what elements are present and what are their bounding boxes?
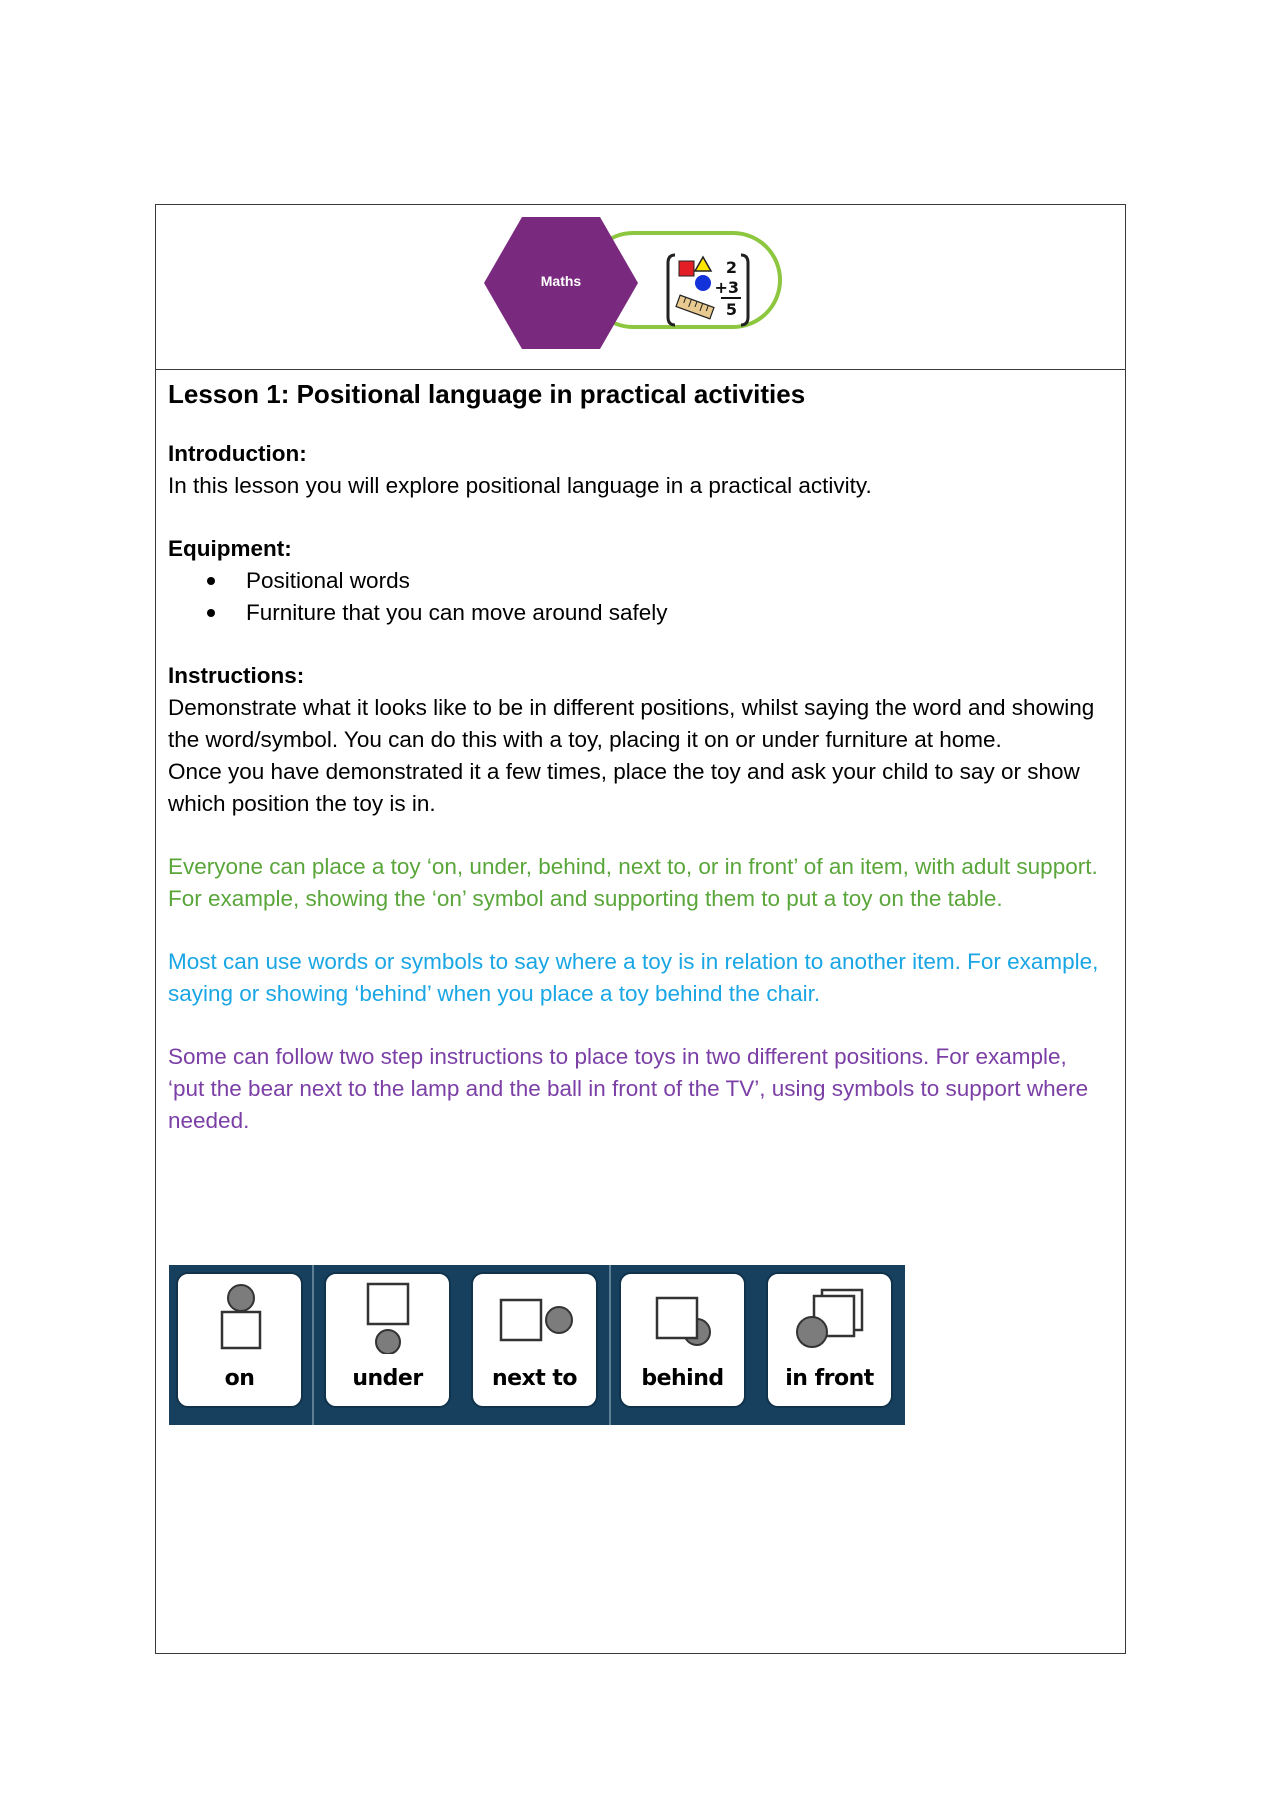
lesson-title: Lesson 1: Positional language in practical activities bbox=[168, 379, 806, 409]
lesson-frame bbox=[155, 204, 1126, 1654]
symbol-label: next to bbox=[491, 1366, 578, 1391]
symbol-card-in-front bbox=[766, 1272, 893, 1408]
subject-label: Maths bbox=[540, 273, 582, 289]
symbol-label: under bbox=[352, 1366, 423, 1391]
symbol-card-under bbox=[324, 1272, 451, 1408]
some-can-text: Some can follow two step instructions to place toys in two different positions. For example, ‘put the bear next to the lamp and the ball in front of the TV’, using symbols to support where needed. bbox=[168, 1044, 1089, 1133]
equipment-item: Positional words bbox=[168, 565, 1108, 597]
maths-symbol-icon bbox=[665, 249, 751, 331]
strip-divider bbox=[312, 1265, 314, 1425]
subject-badge bbox=[484, 217, 794, 349]
introduction-heading: Introduction: bbox=[168, 441, 307, 466]
everyone-can-text: Everyone can place a toy ‘on, under, behind, next to, or in front’ of an item, with adult support. For example, showing the ‘on’ symbol and supporting them to put a toy on the table. bbox=[168, 854, 1098, 911]
lesson-content bbox=[168, 370, 1108, 1137]
symbol-card-next-to bbox=[471, 1272, 598, 1408]
header-cell bbox=[156, 205, 1125, 370]
introduction-text: In this lesson you will explore positional language in a practical activity. bbox=[168, 473, 872, 498]
symbol-card-behind bbox=[619, 1272, 746, 1408]
on-symbol-icon bbox=[178, 1274, 301, 1354]
instructions-heading: Instructions: bbox=[168, 663, 305, 688]
most-can-text: Most can use words or symbols to say where a toy is in relation to another item. For example, saying or showing ‘behind’ when you place a toy behind the chair. bbox=[168, 949, 1099, 1006]
behind-symbol-icon bbox=[621, 1274, 744, 1354]
symbol-label: on bbox=[224, 1366, 255, 1391]
symbol-card-on bbox=[176, 1272, 303, 1408]
icon-addend-top: 2 bbox=[725, 258, 737, 277]
instructions-paragraph: Demonstrate what it looks like to be in different positions, whilst saying the word and showing the word/symbol. You can do this with a toy, placing it on or under furniture at home. bbox=[168, 695, 1095, 752]
next-to-symbol-icon bbox=[473, 1274, 596, 1354]
icon-addend-bottom: +3 bbox=[714, 278, 739, 297]
symbol-label: behind bbox=[641, 1366, 724, 1391]
strip-divider bbox=[609, 1265, 611, 1425]
in-front-symbol-icon bbox=[768, 1274, 891, 1354]
under-symbol-icon bbox=[326, 1274, 449, 1354]
positional-symbols-strip bbox=[169, 1265, 905, 1425]
symbol-label: in front bbox=[785, 1366, 874, 1391]
equipment-heading: Equipment: bbox=[168, 536, 292, 561]
instructions-paragraph: Once you have demonstrated it a few times, place the toy and ask your child to say or show which position the toy is in. bbox=[168, 759, 1080, 816]
icon-sum: 5 bbox=[725, 300, 737, 319]
equipment-list bbox=[168, 565, 1108, 629]
equipment-item: Furniture that you can move around safely bbox=[168, 597, 1108, 629]
